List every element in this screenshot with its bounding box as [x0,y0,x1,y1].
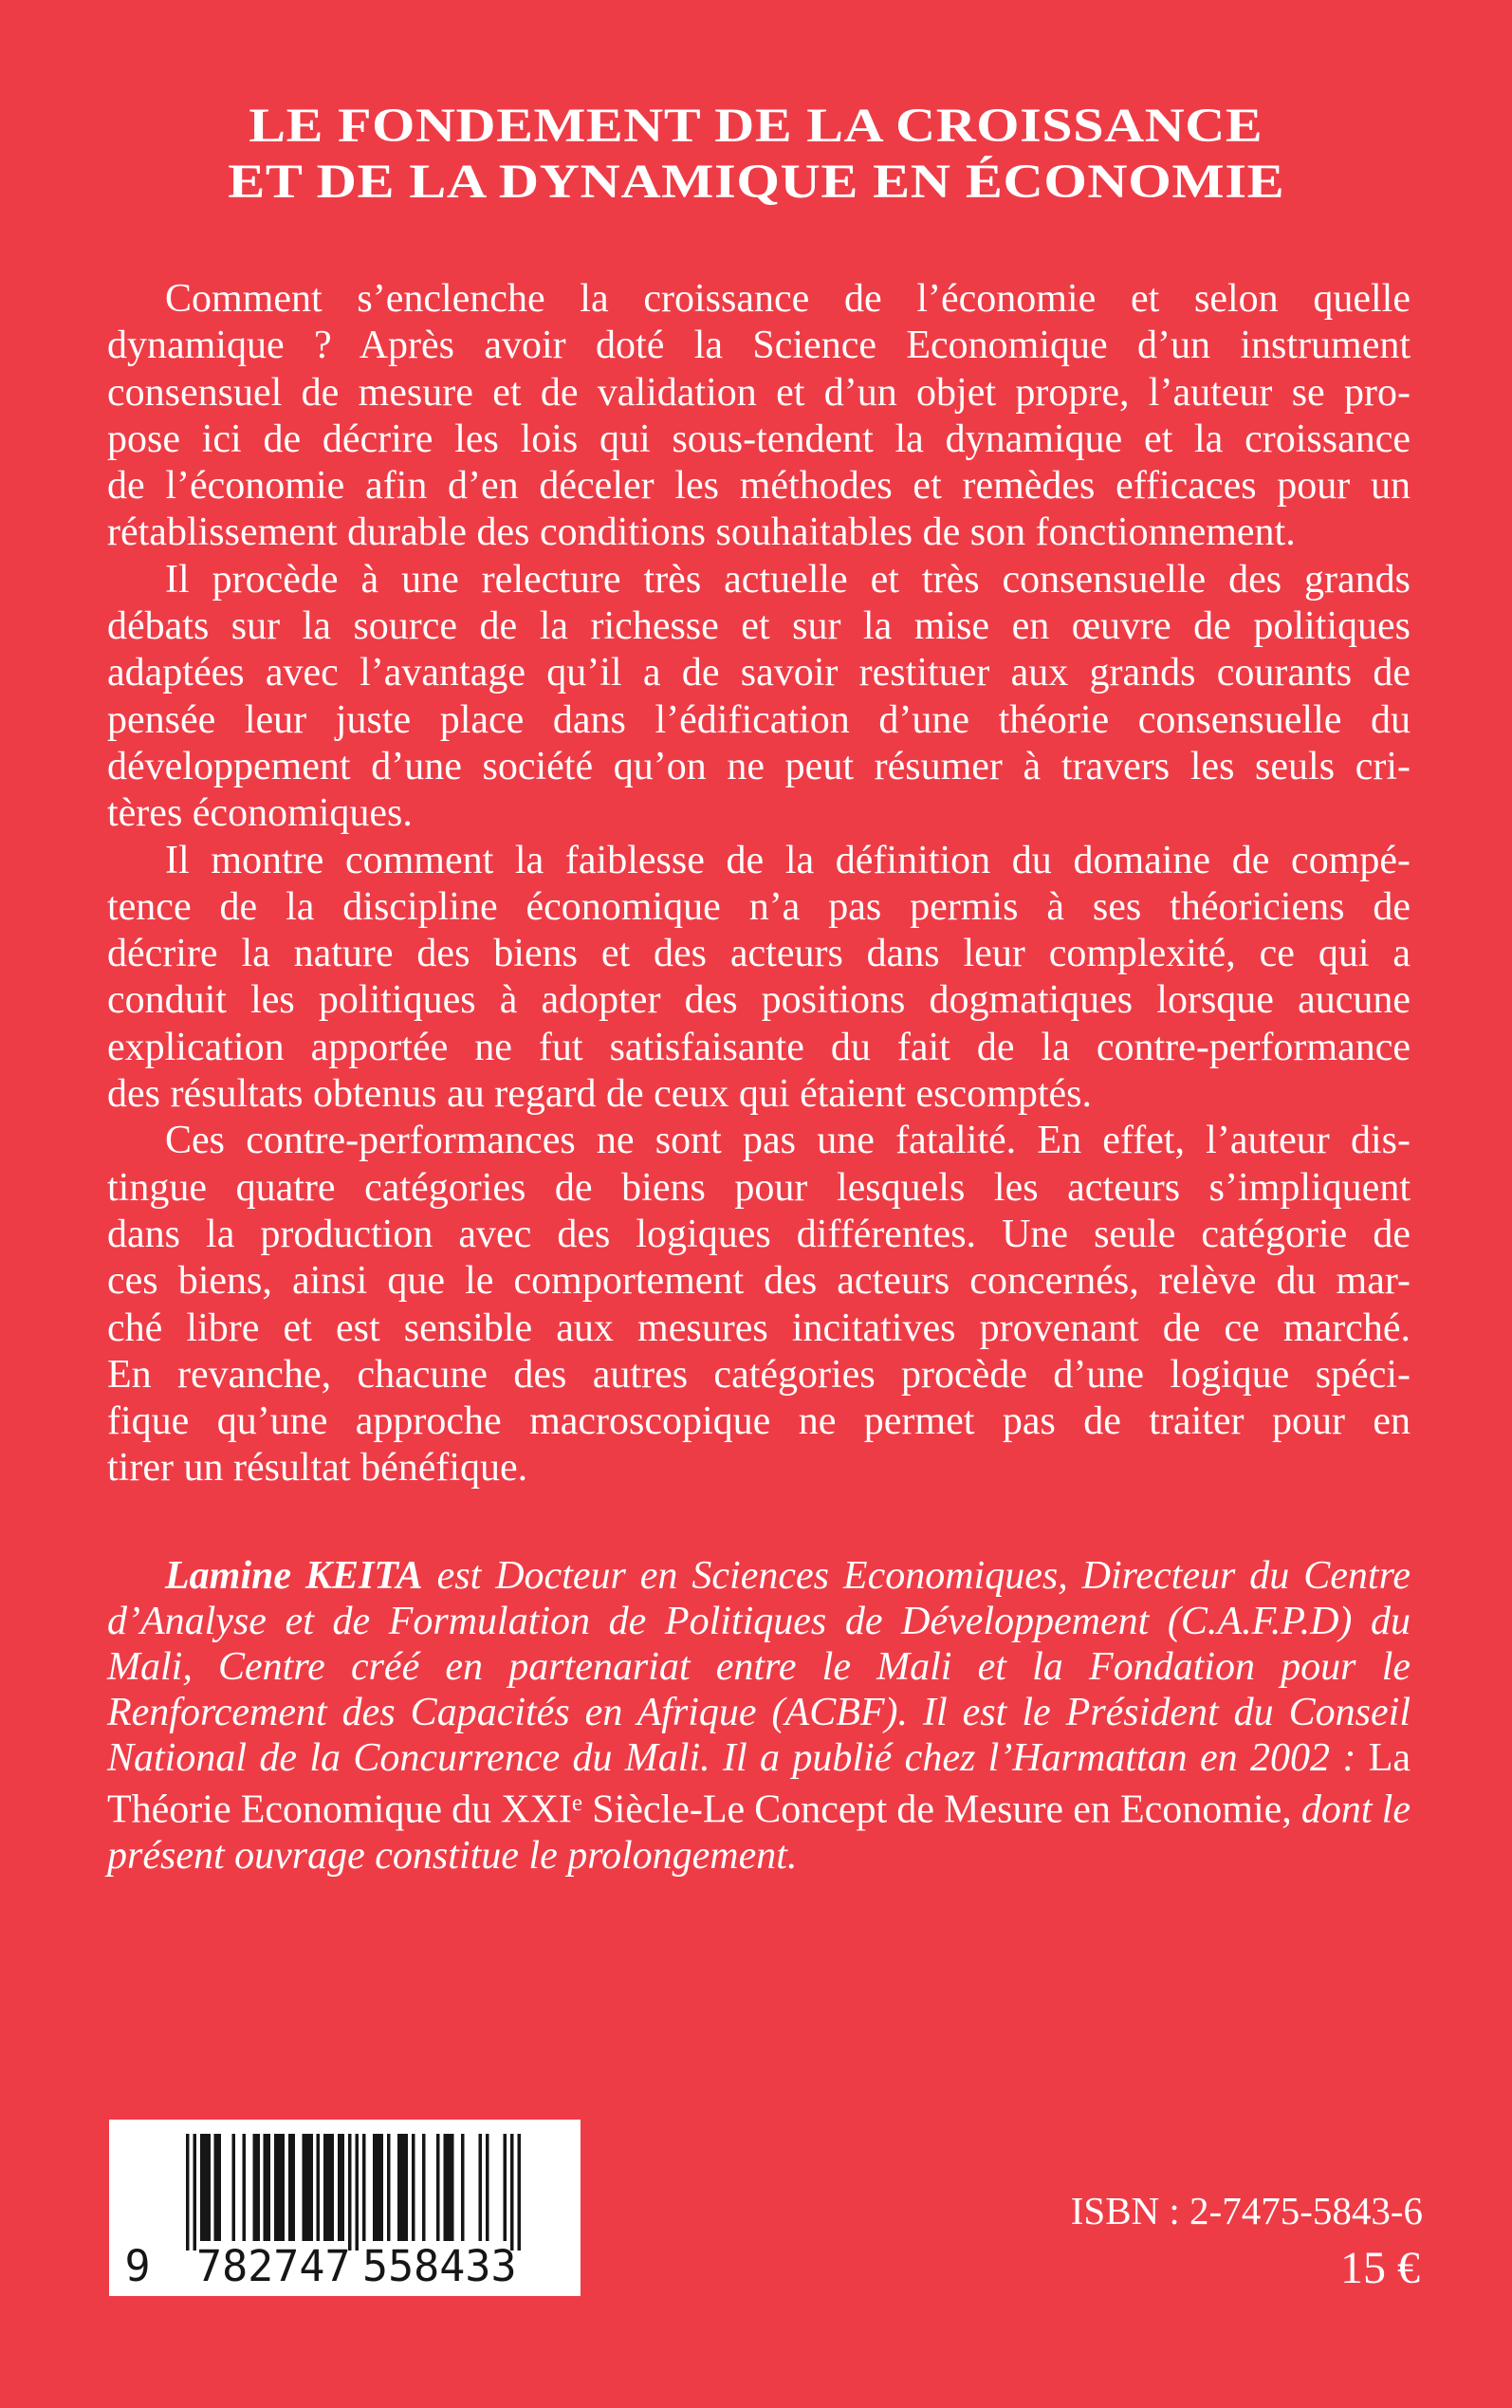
text-line: présent ouvrage constitue le prolongement. [107,1833,798,1878]
text-line: fique qu’une approche macroscopique ne permet pas de traiter pour en [107,1399,1411,1444]
text-line: développement d’une société qu’on ne peut résumer à travers les seuls cri- [107,744,1411,788]
text-line: adaptées avec l’avantage qu’il a de savoir restituer aux grands courants de [107,651,1411,695]
isbn-text: ISBN : 2-7475-5843-6 [1070,2189,1423,2232]
text-line: de l’économie afin d’en déceler les méthodes et remèdes efficaces pour un [107,464,1411,509]
text-line: des résultats obtenus au regard de ceux qui étaient escomptés. [107,1072,1092,1117]
barcode-digits-left: 782747 [196,2241,351,2291]
text-line: dynamique ? Après avoir doté la Science Economique d’un instrument [107,324,1411,368]
ean13-barcode-svg [186,2134,521,2251]
text-line: tence de la discipline économique n’a pas permis à ses théoriciens de [107,884,1411,929]
barcode-digit-first: 9 [124,2241,151,2291]
back-text-paragraph-1 [107,276,1411,557]
text-line: rétablissement durable des conditions souhaitables de son fonctionnement. [107,510,1296,555]
text-line: tères économiques. [107,791,413,836]
text-line: décrire la nature des biens et des acteurs dans leur complexité, ce qui a [107,932,1411,976]
text-line: ché libre et est sensible aux mesures incitatives provenant de ce marché. [107,1306,1411,1350]
text-line: National de la Concurrence du Mali. Il a publié chez l’Harmattan en 2002 : La [107,1736,1411,1780]
back-text-paragraph-2 [107,557,1411,838]
text-line: Renforcement des Capacités en Afrique (ACBF). Il est le Président du Conseil [107,1691,1411,1734]
price-text: 15 € [1340,2243,1420,2293]
back-text-paragraph-3 [107,838,1411,1119]
book-title-line-1: LE FONDEMENT DE LA CROISSANCE [249,100,1263,153]
text-line: d’Analyse et de Formulation de Politiques de Développement (C.A.F.P.D) du [107,1600,1411,1643]
text-line: Ces contre-performances ne sont pas une fatalité. En effet, l’auteur dis- [165,1119,1411,1163]
text-line: débats sur la source de la richesse et sur la mise en œuvre de politiques [107,604,1411,649]
text-line: tingue quatre catégories de biens pour lesquels les acteurs s’impliquent [107,1165,1411,1210]
barcode-digits [109,2243,581,2290]
text-line: Comment s’enclenche la croissance de l’économie et selon quelle [165,277,1411,321]
barcode-digits-right: 558433 [362,2241,517,2291]
text-line: En revanche, chacune des autres catégories procède d’une logique spéci- [107,1352,1411,1397]
text-line: dans la production avec des logiques différentes. Une seule catégorie de [107,1212,1411,1256]
text-line: Mali, Centre créé en partenariat entre le Mali et la Fondation pour le [107,1645,1411,1689]
text-line: explication apportée ne fut satisfaisante du fait de la contre-performance [107,1025,1411,1069]
text-line: Il procède à une relecture très actuelle et très consensuelle des grands [165,557,1411,602]
barcode-panel [109,2120,581,2296]
text-line: pensée leur juste place dans l’édification d’une théorie consensuelle du [107,697,1411,742]
text-line: pose ici de décrire les lois qui sous-tendent la dynamique et la croissance [107,417,1411,461]
text-line: Lamine KEITA est Docteur en Sciences Economiques, Directeur du Centre [165,1554,1411,1598]
back-text-paragraph-4 [107,1118,1411,1491]
book-title-line-2: ET DE LA DYNAMIQUE EN ÉCONOMIE [228,156,1284,209]
text-line: Théorie Economique du XXIe Siècle-Le Concept de Mesure en Economie, dont le [107,1787,1411,1832]
author-note [107,1553,1411,1879]
book-title [0,99,1512,211]
text-line: Il montre comment la faiblesse de la définition du domaine de compé- [165,838,1411,882]
text-line: tirer un résultat bénéfique. [107,1446,528,1491]
text-line: conduit les politiques à adopter des positions dogmatiques lorsque aucune [107,978,1411,1023]
back-cover-text [107,276,1411,1492]
text-line: ces biens, ainsi que le comportement des acteurs concernés, relève du mar- [107,1259,1411,1304]
text-line: consensuel de mesure et de validation et d’un objet propre, l’auteur se pro- [107,370,1411,415]
